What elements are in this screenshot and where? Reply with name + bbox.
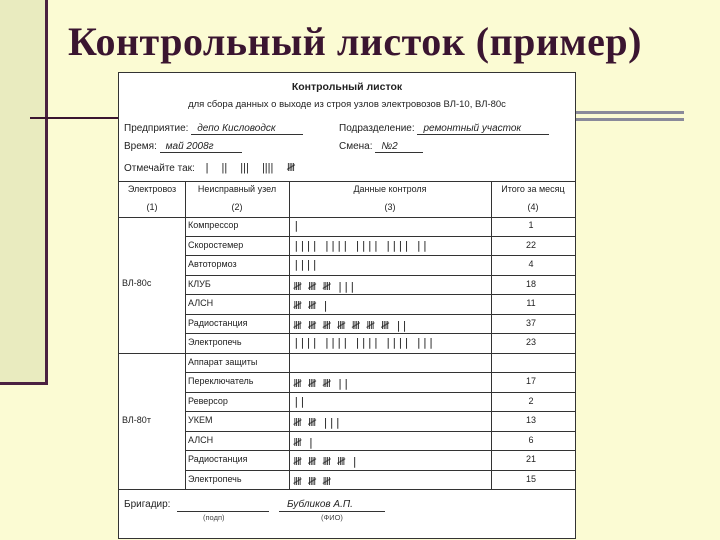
name-line [279,511,385,512]
table-cell-tally: |||| |||| |||| |||| || [293,238,428,252]
table-cell-total: 4 [528,259,534,269]
row-separator [185,450,575,451]
enterprise-label: Предприятие: [124,123,189,134]
time-row [124,141,242,153]
enterprise-value: депо Кисловодск [191,123,303,135]
header-locomotive-num: (1) [146,202,158,212]
enterprise-row [124,123,303,135]
table-cell-unit: Радиостанция [188,317,248,328]
row-separator [185,353,575,354]
sheet-subtitle: для сбора данных о выходе из строя узлов электровозов ВЛ-10, ВЛ-80с [188,99,506,110]
table-cell-total: 15 [525,473,536,484]
row-separator [185,372,575,373]
table-cell-total: 23 [525,337,536,347]
mark-sample: ||| [240,162,249,174]
table-cell-tally: || [293,394,306,408]
table-cell-locomotive: ВЛ-80т [122,414,151,425]
header-unit: Неисправный узел [197,184,277,194]
header-monthly-total: Итого за месяц [501,184,565,194]
row-separator [185,333,575,334]
row-separator [185,431,575,432]
table-cell-unit: Радиостанция [188,454,248,464]
mark-row [124,159,305,178]
table-cell-tally: 𝍸 𝍸 𝍸 [293,474,331,488]
group-separator [119,489,185,490]
table-cell-tally: 𝍸 𝍸 𝍸 || [293,377,350,390]
header-control-data: Данные контроля [353,184,427,194]
left-accent-base [0,382,48,385]
division-row [339,123,549,135]
slide-title: Контрольный листок (пример) [68,19,642,64]
table-cell-total: 18 [525,278,536,289]
mark-sample: || [221,162,228,174]
table-cell-total: 17 [525,376,536,386]
header-control-data-num: (3) [384,202,396,212]
header-monthly-total-num: (4) [527,202,539,212]
table-cell-tally: 𝍸 𝍸 𝍸 𝍸 𝍸 𝍸 𝍸 || [293,318,408,332]
table-cell-tally: 𝍸 𝍸 ||| [293,416,341,429]
table-cell-total: 1 [528,220,534,230]
brigadier-label: Бригадир: [124,499,171,510]
row-separator [185,411,575,412]
title-underline-right-bottom [574,118,684,121]
mark-sample: 𝍸 [286,162,296,174]
table-cell-unit: Электропечь [188,473,242,484]
table-cell-unit: АЛСН [188,434,214,445]
table-cell-unit: КЛУБ [188,278,211,289]
table-cell-unit: УКЕМ [188,415,213,425]
table-cell-unit: Реверсор [188,395,228,406]
table-cell-unit: Переключатель [188,376,254,386]
table-cell-unit: Электропечь [188,337,242,347]
title-underline-right-top [574,111,684,114]
table-cell-tally: |||| |||| |||| |||| ||| [293,336,434,349]
row-separator [185,314,575,315]
left-accent-line [45,0,48,385]
time-label: Время: [124,141,157,152]
title-underline-left [30,117,118,119]
table-cell-tally: 𝍸 | [293,435,314,449]
table-cell-unit: Скоростемер [188,239,244,250]
signature-caption: (подп) [203,513,225,522]
time-value: май 2008г [160,141,242,153]
check-sheet-document [118,72,576,539]
table-cell-locomotive: ВЛ-80с [122,278,152,289]
header-unit-num: (2) [231,202,243,212]
table-cell-tally: 𝍸 𝍸 𝍸 ||| [293,279,356,293]
row-separator [185,294,575,295]
shift-row [339,141,423,153]
table-cell-tally: 𝍸 𝍸 | [293,299,329,312]
table-cell-total: 37 [525,317,536,328]
table-cell-total: 2 [528,395,534,406]
table-cell-total: 13 [525,415,536,425]
column-divider [289,181,290,489]
mark-samples [206,159,306,178]
column-divider [185,181,186,489]
table-cell-total: 22 [525,239,536,250]
row-separator [185,489,575,490]
header-locomotive: Электровоз [127,184,177,194]
table-cell-total: 11 [526,298,536,308]
brigadier-name: Бубликов А.П. [287,499,353,510]
row-separator [185,470,575,471]
sheet-title: Контрольный листок [291,81,403,93]
mark-sample: | [205,162,209,174]
table-cell-total: 6 [528,434,534,445]
mark-sample: |||| [261,162,274,174]
mark-label: Отмечайте так: [124,163,195,174]
table-cell-tally: | [293,219,300,232]
left-accent-bar [0,0,47,385]
column-divider [491,181,492,489]
table-cell-unit: АЛСН [188,298,214,308]
table-cell-tally: |||| [293,258,318,271]
table-cell-total: 21 [525,454,536,464]
name-caption: (ФИО) [321,513,343,522]
row-separator [185,255,575,256]
table-cell-unit: Компрессор [188,220,239,230]
table-header [119,181,575,218]
signature-line [177,511,269,512]
shift-label: Смена: [339,141,373,152]
division-value: ремонтный участок [417,123,549,135]
table-cell-unit: Автотормоз [188,259,237,269]
row-separator [185,392,575,393]
table-cell-tally: 𝍸 𝍸 𝍸 𝍸 | [293,455,358,468]
shift-value: №2 [375,141,423,153]
table-cell-unit: Аппарат защиты [188,356,258,367]
row-separator [185,275,575,276]
row-separator [185,236,575,237]
division-label: Подразделение: [339,123,415,134]
group-separator [119,353,185,354]
